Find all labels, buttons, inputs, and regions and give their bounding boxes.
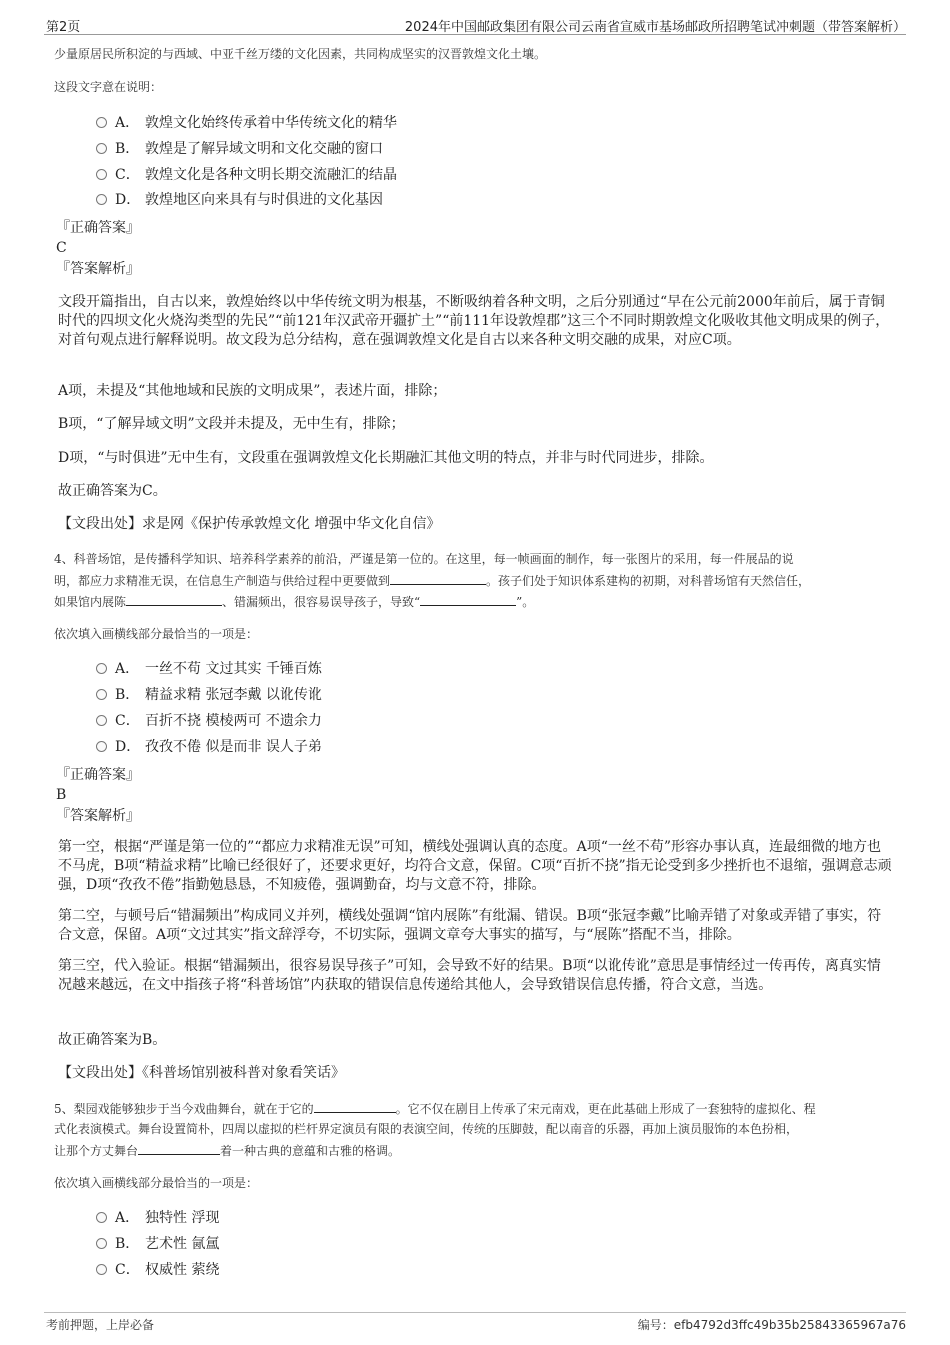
q5-stem-line-3: 让那个方丈舞台 着一种古典的意蕴和古雅的格调。 bbox=[54, 1140, 904, 1162]
q4-analysis-blank-2: 第二空，与顿号后“错漏频出”构成同义并列，横线处强调“馆内展陈”有纰漏、错误。B项“张冠李戴”比喻弄错了对象或弄错了事实，符合文意，保留。A项“文过其实”指文辞浮夸，不切实际，强调文章夸大事实的描写，与“展陈”搭配不当，排除。 bbox=[58, 908, 882, 943]
q5-option-a[interactable]: A． 独特性 浮现 bbox=[96, 1207, 219, 1229]
q5-option-c[interactable]: C． 权威性 萦绕 bbox=[96, 1259, 219, 1281]
q4-prompt: 依次填入画横线部分最恰当的一项是： bbox=[54, 627, 259, 641]
q4-blank-3 bbox=[420, 591, 516, 606]
q4-blank-1 bbox=[390, 570, 486, 585]
q4-blank-2 bbox=[126, 591, 222, 606]
q5-option-b[interactable]: B． 艺术性 氤氲 bbox=[96, 1233, 219, 1255]
q4-stem-line-3: 如果馆内展陈 、错漏频出，很容易误导孩子，导致“ ”。 bbox=[54, 591, 904, 613]
document-id: 编号：efb4792d3ffc49b35b25843365967a76 bbox=[637, 1318, 906, 1332]
q3-source: 【文段出处】求是网《保护传承敦煌文化 增强中华文化自信》 bbox=[58, 516, 441, 532]
q4-analysis-blank-3: 第三空，代入验证。根据“错漏频出，很容易误导孩子”可知，会导致不好的结果。B项“以讹传讹”意思是事情经过一传再传，离真实情况越来越远，在文中指孩子将“科普场馆”内获取的错误信息传递给其他人，会导致错误信息传播，符合文意，当选。 bbox=[58, 958, 881, 993]
q3-answer: C bbox=[56, 240, 67, 256]
q3-option-c[interactable]: C． 敦煌文化是各种文明长期交流融汇的结晶 bbox=[96, 164, 397, 186]
q5-blank-2 bbox=[138, 1140, 220, 1155]
q4-analysis-blank-1: 第一空，根据“严谨是第一位的”“都应力求精准无误”可知，横线处强调认真的态度。A项“一丝不苟”形容办事认真，连最细微的地方也不马虎，B项“精益求精”比喻已经很好了，还要求更好，均符合文意，保留。C项“百折不挠”指无论受到多少挫折也不退缩，强调意志顽强，D项“孜孜不倦”指勤勉恳恳，不知疲倦，强调勤奋，均与文意不符，排除。 bbox=[58, 839, 892, 893]
page-header bbox=[44, 14, 906, 35]
radio-icon[interactable] bbox=[96, 715, 107, 726]
document-title: 2024年中国邮政集团有限公司云南省宣威市基场邮政所招聘笔试冲刺题（带答案解析） bbox=[404, 20, 906, 35]
q3-answer-label: 『正确答案』 bbox=[56, 220, 140, 236]
radio-icon[interactable] bbox=[96, 1264, 107, 1275]
q4-option-c[interactable]: C． 百折不挠 模棱两可 不遗余力 bbox=[96, 710, 322, 732]
q4-conclusion: 故正确答案为B。 bbox=[58, 1032, 167, 1048]
q4-option-d[interactable]: D． 孜孜不倦 似是而非 误人子弟 bbox=[96, 736, 322, 758]
radio-icon[interactable] bbox=[96, 117, 107, 128]
q3-analysis-a: A项，未提及“其他地域和民族的文明成果”，表述片面，排除； bbox=[58, 383, 447, 399]
radio-icon[interactable] bbox=[96, 194, 107, 205]
q5-stem-line-1: 5、梨园戏能够独步于当今戏曲舞台，就在于它的 。它不仅在剧目上传承了宋元南戏，更在此基础上形成了一套独特的虚拟化、程 bbox=[54, 1098, 904, 1120]
q3-stem-tail: 少量原居民所积淀的与西域、中亚千丝万缕的文化因素，共同构成坚实的汉晋敦煌文化土壤。 bbox=[54, 47, 547, 61]
q4-stem-line-2: 明，都应力求精准无误，在信息生产制造与供给过程中更要做到 。孩子们处于知识体系建构的初期，对科普场馆有天然信任， bbox=[54, 570, 904, 592]
q3-analysis-paragraph: 文段开篇指出，自古以来，敦煌始终以中华传统文明为根基，不断吸纳着各种文明，之后分别通过“早在公元前2000年前后，属于青铜时代的四坝文化火烧沟类型的先民”“前121年汉武帝开疆扩土”“前111年设敦煌郡”这三个不同时期敦煌文化吸收其他文明成果的例子，对首句观点进行解释说明。故文段为总分结构，意在强调敦煌文化是自古以来各种文明交融的成果，对应C项。 bbox=[58, 294, 890, 348]
q5-blank-1 bbox=[314, 1098, 396, 1113]
footer-slogan: 考前押题，上岸必备 bbox=[46, 1318, 155, 1332]
q3-option-d[interactable]: D． 敦煌地区向来具有与时俱进的文化基因 bbox=[96, 189, 383, 211]
q4-option-a[interactable]: A． 一丝不苟 文过其实 千锤百炼 bbox=[96, 658, 322, 680]
q4-answer: B bbox=[56, 787, 67, 803]
q4-answer-label: 『正确答案』 bbox=[56, 767, 140, 783]
page-footer bbox=[44, 1312, 906, 1337]
q3-option-a[interactable]: A． 敦煌文化始终传承着中华传统文化的精华 bbox=[96, 112, 397, 134]
q5-prompt: 依次填入画横线部分最恰当的一项是： bbox=[54, 1176, 259, 1190]
q4-source: 【文段出处】《科普场馆别被科普对象看笑话》 bbox=[58, 1065, 345, 1081]
q4-option-b[interactable]: B． 精益求精 张冠李戴 以讹传讹 bbox=[96, 684, 322, 706]
q3-analysis-label: 『答案解析』 bbox=[56, 261, 140, 277]
radio-icon[interactable] bbox=[96, 663, 107, 674]
radio-icon[interactable] bbox=[96, 1238, 107, 1249]
page-number: 第2页 bbox=[46, 20, 81, 35]
radio-icon[interactable] bbox=[96, 741, 107, 752]
radio-icon[interactable] bbox=[96, 169, 107, 180]
radio-icon[interactable] bbox=[96, 689, 107, 700]
q4-analysis-label: 『答案解析』 bbox=[56, 808, 140, 824]
q3-option-b[interactable]: B． 敦煌是了解异域文明和文化交融的窗口 bbox=[96, 138, 383, 160]
q3-prompt: 这段文字意在说明： bbox=[54, 80, 163, 94]
radio-icon[interactable] bbox=[96, 143, 107, 154]
q3-conclusion: 故正确答案为C。 bbox=[58, 483, 167, 499]
radio-icon[interactable] bbox=[96, 1212, 107, 1223]
q5-stem-line-2: 式化表演模式。舞台设置简朴，四周以虚拟的栏杆界定演员有限的表演空间，传统的压脚鼓，配以南音的乐器，再加上演员服饰的本色扮相， bbox=[54, 1122, 799, 1136]
q4-stem-line-1: 4、科普场馆，是传播科学知识、培养科学素养的前沿，严谨是第一位的。在这里，每一帧画面的制作，每一张图片的采用，每一件展品的说 bbox=[54, 552, 794, 566]
q3-analysis-d: D项，“与时俱进”无中生有，文段重在强调敦煌文化长期融汇其他文明的特点，并非与时代同进步，排除。 bbox=[58, 450, 714, 466]
q3-analysis-b: B项，“了解异域文明”文段并未提及，无中生有，排除； bbox=[58, 416, 405, 432]
